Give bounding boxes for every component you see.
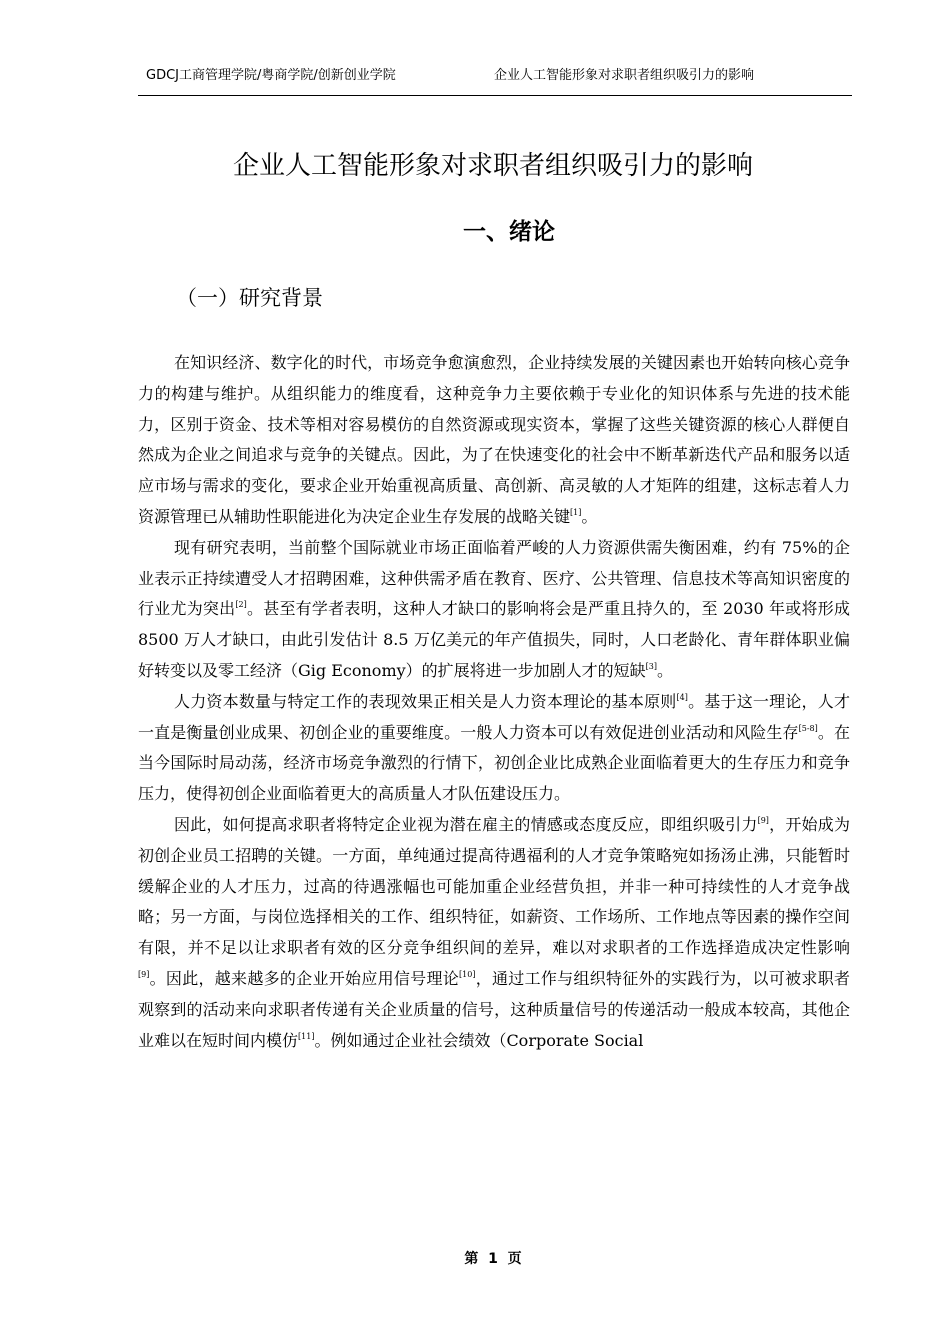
paragraph-text: 在知识经济、数字化的时代，市场竞争愈演愈烈，企业持续发展的关键因素也开始转向核心竞争力的构建与维护。从组织能力的维度看，这种竞争力主要依赖于专业化的知识体系与先进的技术能力，区别于资金、技术等相对容易模仿的自然资源或现实资本，掌握了这些关键资源的核心人群便自然成为企业之间追求与竞争的关键点。因此，为了在快速变化的社会中不断革新迭代产品和服务以适应市场与需求的变化，要求企业开始重视高质量、高创新、高灵敏的人才矩阵的组建，这标志着人力资源管理已从辅助性职能进化为决定企业生存发展的战略关键 (138, 353, 850, 526)
citation-marker: [3] (645, 661, 657, 671)
header-paper-title: 企业人工智能形象对求职者组织吸引力的影响 (494, 68, 755, 83)
paragraph-text: 现有研究表明，当前整个国际就业市场正面临着严峻的人力资源供需失衡困难，约有 75%的企业表示正持续遭受人才招聘困难，这种供需矛盾在教育、医疗、公共管理、信息技术等高知识密度的行业尤为突出 (138, 537, 850, 619)
body-paragraph (138, 810, 850, 1056)
paragraph-text: 人力资本数量与特定工作的表现效果正相关是人力资本理论的基本原则 (174, 691, 677, 711)
chapter-heading: 一、绪论 (463, 219, 555, 245)
citation-marker: [11] (298, 1031, 315, 1041)
document-title: 企业人工智能形象对求职者组织吸引力的影响 (232, 151, 753, 181)
citation-marker: [10] (459, 969, 476, 979)
paragraph-text: ，通过工作与组织特征外的实践行为，以可被求职者观察到的活动来向求职者传递有关企业质量的信号，这种质量信号的传递活动一般成本较高，其他企业难以在短时间内模仿 (138, 968, 850, 1050)
citation-marker: [1] (570, 507, 582, 517)
citation-marker: [9] (757, 815, 769, 825)
citation-marker: [5-8] (798, 723, 818, 733)
paragraph-text: 因此，如何提高求职者将特定企业视为潜在雇主的情感或态度反应，即组织吸引力 (174, 814, 758, 834)
section-heading: （一）研究背景 (176, 286, 323, 310)
running-header (0, 66, 950, 86)
citation-marker: [9] (138, 969, 150, 979)
citation-marker: [2] (235, 600, 247, 610)
page-number: 第 1 页 (464, 1251, 522, 1267)
header-rule (138, 95, 852, 96)
header-institution: GDCJ工商管理学院/粤商学院/创新创业学院 (146, 68, 396, 83)
body-paragraph (138, 348, 850, 533)
body-text (138, 348, 850, 1056)
paragraph-text: 。 (657, 660, 674, 680)
paragraph-text: 。例如通过企业社会绩效（Corporate Social (314, 1030, 644, 1050)
body-paragraph (138, 687, 850, 810)
paragraph-text: 。甚至有学者表明，这种人才缺口的影响将会是严重且持久的，至 2030 年或将形成 8500 万人才缺口，由此引发估计 8.5 万亿美元的年产值损失，同时，人口老龄化、青年群体职业偏好转变以及零工经济（Gig Economy）的扩展将进一步加剧人才的短缺 (138, 599, 850, 680)
paragraph-text: ，开始成为初创企业员工招聘的关键。一方面，单纯通过提高待遇福利的人才竞争策略宛如扬汤止沸，只能暂时缓解企业的人才压力，过高的待遇涨幅也可能加重企业经营负担，并非一种可持续性的人才竞争战略；另一方面，与岗位选择相关的工作、组织特征，如薪资、工作场所、工作地点等因素的操作空间有限，并不足以让求职者有效的区分竞争组织间的差异，难以对求职者的工作选择造成决定性影响 (138, 814, 850, 958)
body-paragraph (138, 533, 850, 687)
paragraph-text: 。基于这一理论，人才一直是衡量创业成果、初创企业的重要维度。一般人力资本可以有效促进创业活动和风险生存 (138, 691, 850, 742)
paragraph-text: 。因此，越来越多的企业开始应用信号理论 (149, 968, 460, 988)
paragraph-text: 。 (581, 506, 598, 526)
paragraph-text: 。在当今国际时局动荡，经济市场竞争激烈的行情下，初创企业比成熟企业面临着更大的生存压力和竞争压力，使得初创企业面临着更大的高质量人才队伍建设压力。 (138, 722, 850, 804)
citation-marker: [4] (676, 692, 688, 702)
